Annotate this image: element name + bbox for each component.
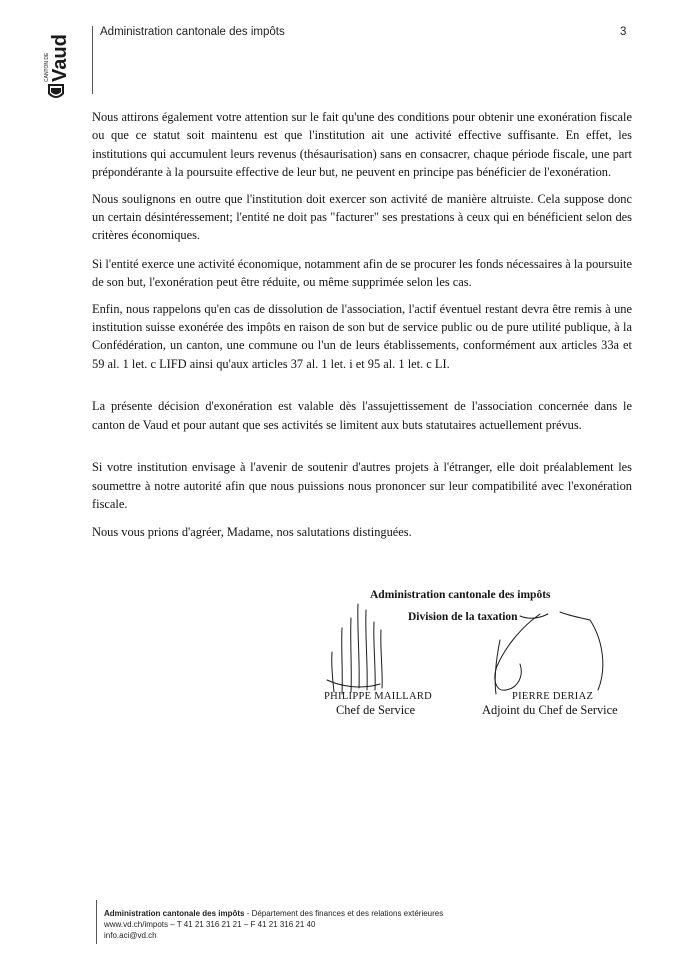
header-title: Administration cantonale des impôts xyxy=(100,26,285,38)
footer-dept: - Département des finances et des relations extérieures xyxy=(244,909,444,918)
footer-email: info.aci@vd.ch xyxy=(104,931,157,940)
signature-division: Division de la taxation xyxy=(408,611,518,623)
header-divider xyxy=(92,26,93,94)
signer-role-right: Adjoint du Chef de Service xyxy=(482,703,618,717)
footer-org: Administration cantonale des impôts xyxy=(104,909,245,918)
paragraph: Si votre institution envisage à l'avenir de soutenir d'autres projets à l'étranger, elle doit préalablement les soumettre à notre autorité afin que nous puissions nous prononcer sur leur compatibilité avec l'exonération fiscale. xyxy=(92,460,632,511)
footer xyxy=(104,908,443,941)
paragraph: Nous soulignons en outre que l'institution doit exercer son activité de manière altruiste. Cela suppose donc un certain désintéressement; l'entité ne doit pas "facturer" ses prestations à ceux qui en bénéficient selon des critères économiques. xyxy=(92,191,632,243)
paragraph: Enfin, nous rappelons qu'en cas de dissolution de l'association, l'actif éventuel restant devra être remis à une institution suisse exonérée des impôts en raison de son but de service public ou de pure utilité publique, à la Confédération, un canton, une commune ou l'un de leurs établissements, conformément aux articles 33a et 59 al. 1 let. c LIFD ainsi qu'aux articles 37 al. 1 let. i et 95 al. 1 let. c LI. xyxy=(92,301,632,371)
letter-body xyxy=(92,108,632,542)
closing-salutation: Nous vous prions d'agréer, Madame, nos salutations distinguées. xyxy=(92,525,412,540)
signer-name-left: PHILIPPE MAILLARD xyxy=(324,691,433,702)
svg-text:Vaud: Vaud xyxy=(49,34,71,82)
canton-vaud-logo xyxy=(42,22,76,100)
page-number: 3 xyxy=(620,26,627,38)
footer-divider xyxy=(96,900,97,944)
signer-name-right: PIERRE DERIAZ xyxy=(512,691,594,702)
paragraph: Si l'entité exerce une activité économique, notamment afin de se procurer les fonds nécessaires à la poursuite de son but, l'exonération peut être réduite, ou même supprimée selon les cas. xyxy=(92,256,632,290)
svg-text:CANTON DE: CANTON DE xyxy=(44,52,50,82)
signer-role-left: Chef de Service xyxy=(336,703,416,717)
paragraph: Nous attirons également votre attention sur le fait qu'une des conditions pour obtenir une exonération fiscale ou que ce statut soit maintenu est que l'institution ait une activité effective suffisante. En effet, les institutions qui accumulent leurs revenus (thésaurisation) sans en consacrer, chaque période fiscale, une part prépondérante à la poursuite effective de leur but, ne peuvent en principe pas bénéficier de l'exonération. xyxy=(92,110,632,180)
signature-department: Administration cantonale des impôts xyxy=(370,589,551,601)
paragraph: La présente décision d'exonération est valable dès l'assujettissement de l'association concernée dans le canton de Vaud et pour autant que ses activités se limitent aux buts statutaires actuellement prévus. xyxy=(92,399,632,432)
footer-contact: www.vd.ch/impots – T 41 21 316 21 21 – F 41 21 316 21 40 xyxy=(104,920,316,929)
